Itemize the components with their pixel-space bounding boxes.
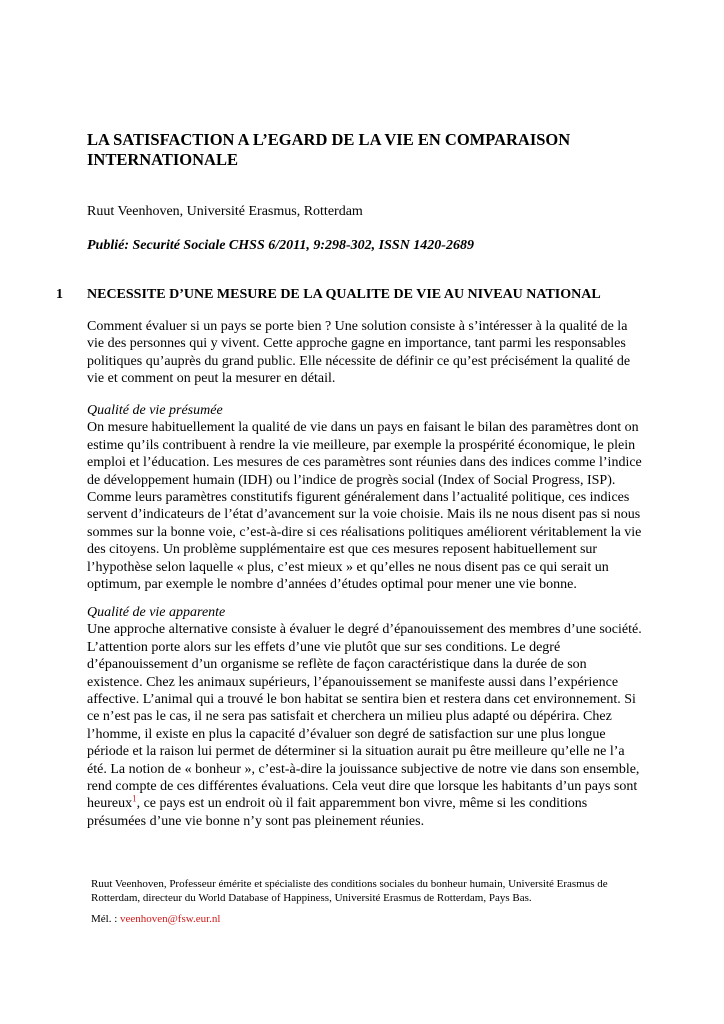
text-line: vie des personnes qui y vivent. Cette approche gagne en importance, tant parmi les responsables <box>87 336 626 352</box>
email-link[interactable]: veenhoven@fsw.eur.nl <box>120 913 221 925</box>
text-line-with-footnote <box>87 795 665 812</box>
text-line: politiques qu’auprès du grand public. Elle nécessite de définir ce qu’est précisément la qualité de <box>87 353 631 369</box>
title-line: LA SATISFACTION A L’EGARD DE LA VIE EN COMPARAISON <box>87 130 571 149</box>
text-line: période et la raison lui permet de déterminer si la situation aurait pu être meilleure qu’elle ne l’a <box>87 744 625 760</box>
email-label: Mél. : <box>91 913 121 925</box>
text-line: L’attention porte alors sur les effets d’une vie plutôt que sur ses conditions. Le degré <box>87 639 561 655</box>
apparent-quality-section <box>87 604 665 830</box>
text-line: d’épanouissement d’un organisme se reflète de façon caractéristique dans la durée de son <box>87 657 587 673</box>
text-line: l’hypothèse selon laquelle « plus, c’est mieux » et qu’elles ne nous disent pas ce qui serait un <box>87 559 609 575</box>
text-line: sommes sur la bonne voie, c’est-à-dire si ces réalisations politiques améliorent véritablement la vie <box>87 524 642 540</box>
text-line: On mesure habituellement la qualité de vie dans un pays en faisant le bilan des paramètres dont on <box>87 420 639 436</box>
text-line: rend compte de ces différentes évaluations. Cela veut dire que lorsque les habitants d’un pays sont <box>87 779 638 795</box>
text-line: des citoyens. Un problème supplémentaire est que ces mesures reposent habituellement sur <box>87 542 598 558</box>
text-line: existence. Chez les animaux supérieurs, l’épanouissement se manifeste aussi dans l’expérience <box>87 674 619 690</box>
email-line <box>91 912 220 926</box>
text-line: affective. L’animal qui a trouvé le bon habitat se sentira bien et restera dans cet environnement. Si <box>87 692 636 708</box>
text-line: l’homme, il existe en plus la capacité d’évaluer son degré de satisfaction sur une plus longue <box>87 726 606 742</box>
text-line: Une approche alternative consiste à évaluer le degré d’épanouissement des membres d’une société. <box>87 622 642 638</box>
text-line: ce n’est pas le cas, il ne sera pas satisfait et cherchera un milieu plus adapté ou dépérira. Chez <box>87 709 612 725</box>
text-line: été. La notion de « bonheur », c’est-à-dire la jouissance subjective de notre vie dans son ensemble, <box>87 761 640 777</box>
subheading-apparent: Qualité de vie apparente <box>87 605 226 620</box>
intro-paragraph <box>87 318 665 388</box>
text-line: présumées d’une vie bonne n’y sont pas pleinement réunies. <box>87 813 425 829</box>
document-title <box>87 130 667 170</box>
text-line: estime qu’ils contribuent à rendre la vie meilleure, par exemple la prospérité économique, le plein <box>87 437 636 453</box>
title-line: INTERNATIONALE <box>87 150 238 169</box>
footnote-context: heureux <box>87 796 133 812</box>
text-line: servent d’indicateurs de l’état d’avancement sur la voie choisie. Mais ils ne nous disent pas si nous <box>87 507 641 523</box>
subheading-presumed: Qualité de vie présumée <box>87 403 223 418</box>
text-line: optimum, par exemple le nombre d’années d’études optimal pour mener une vie bonne. <box>87 577 577 593</box>
footnote-line: Ruut Veenhoven, Professeur émérite et spécialiste des conditions sociales du bonheur humain, Université Erasmus de <box>91 878 608 890</box>
footnote-context-after: , ce pays est un endroit où il fait apparemment bon vivre, même si les conditions <box>136 796 588 812</box>
section-number: 1 <box>56 287 63 302</box>
text-line: emploi et l’éducation. Les mesures de ces paramètres sont réunies dans des indices comme l’indice <box>87 455 642 471</box>
presumed-quality-section <box>87 402 665 593</box>
footnote-line: Rotterdam, directeur du World Database of Happiness, Université Erasmus de Rotterdam, Pays Bas. <box>91 892 532 904</box>
text-line: Comme leurs paramètres constitutifs figurent généralement dans l’actualité politique, ces indices <box>87 490 630 506</box>
publication-reference: Publié: Securité Sociale CHSS 6/2011, 9:298-302, ISSN 1420-2689 <box>87 238 474 253</box>
footnote-reference-link[interactable]: 1 <box>132 793 137 804</box>
text-line: vie et comment on peut la mesurer en détail. <box>87 371 336 387</box>
section-title: NECESSITE D’UNE MESURE DE LA QUALITE DE VIE AU NIVEAU NATIONAL <box>87 287 601 302</box>
author-line: Ruut Veenhoven, Université Erasmus, Rotterdam <box>87 204 363 219</box>
text-line: Comment évaluer si un pays se porte bien ? Une solution consiste à s’intéresser à la qualité de la <box>87 319 628 334</box>
footnote <box>91 877 671 905</box>
text-line: de développement humain (IDH) ou l’indice de progrès social (Index of Social Progress, ISP). <box>87 472 616 488</box>
